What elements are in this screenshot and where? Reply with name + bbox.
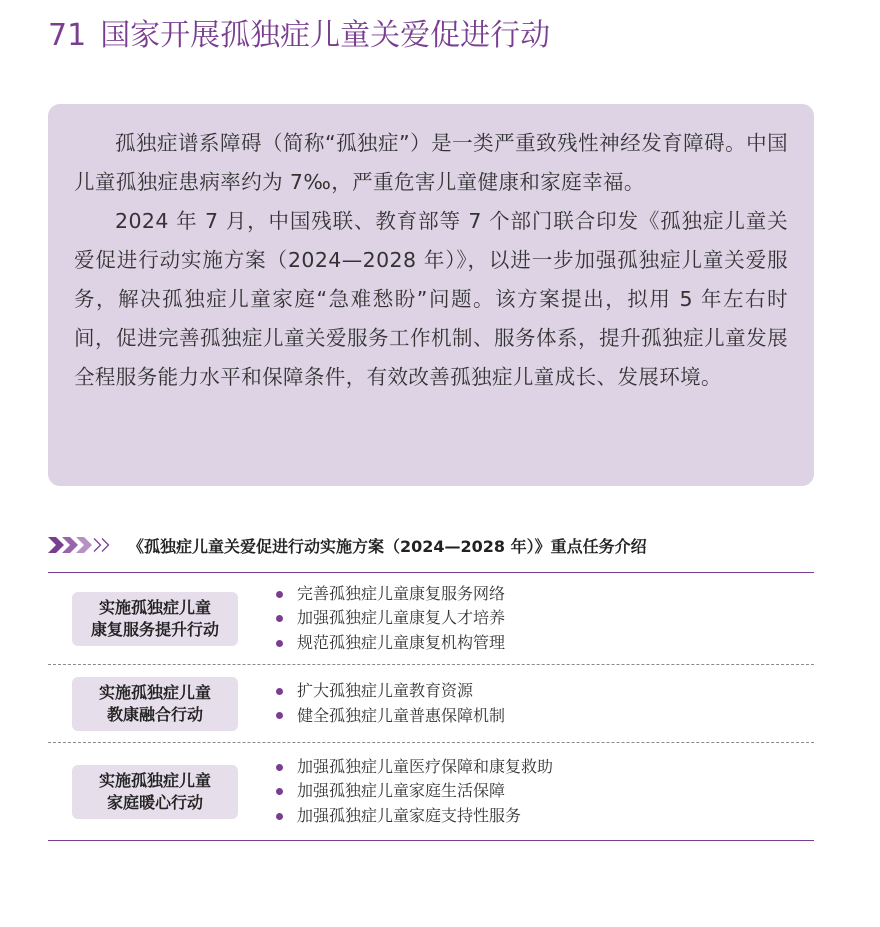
task-item-text: 规范孤独症儿童康复机构管理 xyxy=(297,632,506,652)
task-row xyxy=(48,743,814,840)
task-label: 实施孤独症儿童 教康融合行动 xyxy=(72,677,238,731)
task-item-list xyxy=(276,582,505,656)
task-item-text: 完善孤独症儿童康复服务网络 xyxy=(297,583,506,603)
task-item xyxy=(276,704,505,729)
task-item-list xyxy=(276,755,553,829)
section-heading-text: 《孤独症儿童关爱促进行动实施方案（2024—2028 年）》重点任务介绍 xyxy=(128,536,647,556)
bullet-icon xyxy=(276,615,283,622)
task-item-text: 加强孤独症儿童医疗保障和康复救助 xyxy=(297,756,554,776)
task-item-text: 加强孤独症儿童家庭生活保障 xyxy=(297,781,506,801)
bullet-icon xyxy=(276,764,283,771)
task-item-text: 扩大孤独症儿童教育资源 xyxy=(297,681,474,700)
intro-paragraph: 2024 年 7 月，中国残联、教育部等 7 个部门联合印发《孤独症儿童关爱促进行动实施方案（2024—2028 年）》，以进一步加强孤独症儿童关爱服务，解决孤独症儿童家庭“急难愁盼”问题。该方案提出，拟用 5 年左右时间，促进完善孤独症儿童关爱服务工作机制、服务体系，提升孤独症儿童发展全程服务能力水平和保障条件，有效改善孤独症儿童成长、发展环境。 xyxy=(74,209,788,389)
section-heading xyxy=(48,530,814,560)
task-item xyxy=(276,779,553,804)
task-item xyxy=(276,606,505,631)
task-item xyxy=(276,804,553,829)
page-title-text: 国家开展孤独症儿童关爱促进行动 xyxy=(100,18,551,53)
bullet-icon xyxy=(276,688,283,695)
bullet-icon xyxy=(276,591,283,598)
task-item-text: 加强孤独症儿童康复人才培养 xyxy=(297,608,506,628)
intro-paragraph: 孤独症谱系障碍（简称“孤独症”）是一类严重致残性神经发育障碍。中国儿童孤独症患病率约为 7‰，严重危害儿童健康和家庭幸福。 xyxy=(74,131,788,194)
task-item xyxy=(276,631,505,656)
intro-box xyxy=(48,104,814,486)
task-label: 实施孤独症儿童 康复服务提升行动 xyxy=(72,592,238,646)
chevrons-icon xyxy=(48,537,120,553)
task-row xyxy=(48,665,814,743)
bullet-icon xyxy=(276,813,283,820)
task-label: 实施孤独症儿童 家庭暖心行动 xyxy=(72,765,238,819)
page-number: 71 xyxy=(48,18,87,53)
task-item xyxy=(276,755,553,780)
bullet-icon xyxy=(276,712,283,719)
task-item-list xyxy=(276,679,505,728)
task-item xyxy=(276,679,505,704)
task-item-text: 健全孤独症儿童普惠保障机制 xyxy=(297,705,506,725)
task-item xyxy=(276,582,505,607)
bullet-icon xyxy=(276,788,283,795)
page-title xyxy=(48,14,550,58)
task-item-text: 加强孤独症儿童家庭支持性服务 xyxy=(297,805,522,825)
bullet-icon xyxy=(276,640,283,647)
task-row xyxy=(48,573,814,665)
task-table xyxy=(48,572,814,841)
